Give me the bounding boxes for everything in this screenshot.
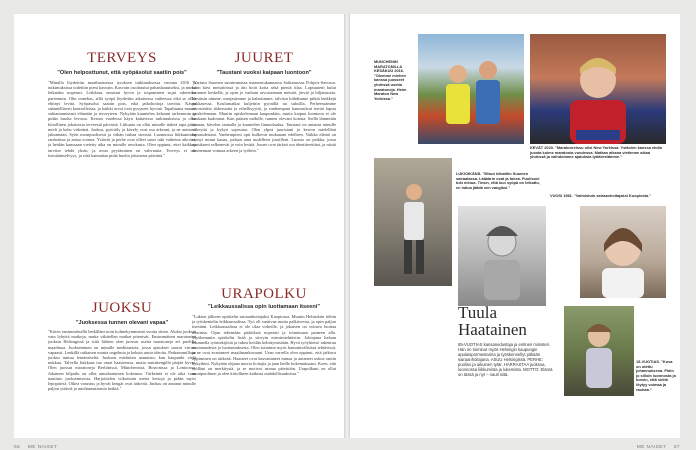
photo-munich-marathon-illustration [418, 34, 524, 144]
caption-teen: 15-VUOTIAS. "Kuva on otettu juhannuksena. Pidin jo silloin luonnosta ja tunsin, että sieltä löytyy voimaa ja rauhaa." [636, 360, 676, 392]
photo-lukio-illustration [458, 206, 546, 306]
photo-spring-illustration [530, 34, 666, 144]
photo-spring [530, 34, 666, 144]
profile-first-name: Tuula [458, 303, 498, 322]
photo-turku [374, 158, 452, 286]
section-body-urapolku: "Lukion jälkeen opiskelin sairaanhoitajaksi Kuopiossa. Muutin Helsinkiin töihin ja työskentelin leikkaussalissa. Työ oli vaativaa mutta palkitsevaa, ja opin paljon itsestäni. Leikkaussalissa ei ole tilaa virheille, ja jokaisen on voitava luottaa toisiinsa. Opin tekemään päätöksiä nopeasti ja toimimaan paineen alla. Myöhemmin opiskelin lisää ja siirryin esimiestehtäviin. Johtajana haluan kuunnella työntekijöitä ja tukea heidän kehittymistään. Hyvä työyhteisö rakentuu avoimuudesta ja luottamuksesta. Olen toiminut myös kansainvälisissä tehtävissä, ja ne ovat avartaneet maailmankuvaani. Uran varrella olen oppinut, että jatkuva oppiminen on tärkeää. Haasteet ovat kasvattaneet minua ja antaneet uskoa omiin kykyihini. Nykyään ohjaan nuoria hoitajia ja jaan heille kokemuksiani. Koen, että työlläni on merkitystä, ja se motivoi minua päivittäin. Urapolkuni on ollut monipuolinen ja olen kiitollinen kaikista mahdollisuuksista." [192, 314, 336, 377]
profile-last-name: Haatainen [458, 320, 527, 339]
brand-right: ME NAISET [636, 445, 667, 450]
right-page [350, 14, 680, 450]
caption-1981: VUOSI 1981. "Valmistuin sairaanhoitajaksi Kuopiosta." [550, 194, 651, 198]
section-body-terveys: "Minulla löydettiin maailmaisessa tyroksen tutkimuksessa vuonna 2016 ja tutkimuksissa todettiin pieni kasvain. Kasvain osoittautui pahanlaatuiseksi, ja minut leikattiin nopeasti. Leikkaus onnistui hyvin ja toipuminen sujui odotettua paremmin. Olin onnekas, sillä syöpä löydettiin aikaisessa vaiheessa eikä se ollut ehtinyt levitä. Syöpäsolut saatiin pois, eikä jatkohoitoja tarvittu. Kävin säännöllisesti kontrolleissa, ja kaikki arvot ovat pysyneet hyvinä. Tapahtuma muutti suhtautumistani elämään ja terveyteen. Nykyään kuuntelen kehoani tarkemmin ja pidän huolta levosta. Kerran vuodessa käyn kattavissa tutkimuksissa ja olen kiitollinen jokaisesta terveestä päivästä. Liikunta on ollut minulle tärkeä tapa pitää mieli ja keho virkeänä. Juoksu, pyöräily ja kävely ovat osa arkeani, ja ne auttavat jaksamaan. Syön monipuolisesti ja vältän turhaa stressiä. Luonnossa liikkuminen rauhoittaa ja antaa voimia. Ystävät ja perhe ovat olleet suuri tuki vaikeina aikoina, ja heidän kanssaan vietetty aika on minulle arvokasta. Olen oppinut, ettei kaikkea tarvitse tehdä yksin, ja avun pyytäminen on vahvuutta. Terveys ei ole itsestäänselvyys, ja siitä kannattaa pitää huolta jokaisena päivänä." [48, 80, 196, 158]
photo-teen [564, 306, 634, 396]
footer-left [14, 445, 57, 450]
caption-munich-marathon: MÜNCHENIN MARATONILLA KESÄKUU 2016. "Olemme miehen kanssa juosseet yhdessä useita maratoneja. Heim Maraton New Yorkissa." [374, 60, 407, 101]
photo-teen-illustration [564, 306, 634, 396]
caption-spring: KEVÄT 2020. "Maratonreissu olisi New Yorkissa. Ystävien kanssa ehdin juosta kolme maratonia vuodessa. Matkan aikana vietimme aikaa yhdessä ja vaihdoimme ajatuksia tyttärestämme." [530, 146, 663, 160]
photo-lukio [458, 206, 546, 306]
section-heading-juoksu: JUOKSU [91, 300, 153, 316]
photo-1981 [580, 206, 666, 298]
brand-left: ME NAISET [27, 445, 58, 450]
section-quote-urapolku: "Leikkaussalissa opin luottamaan itseeni" [208, 304, 320, 310]
photo-1981-illustration [580, 206, 666, 298]
photo-munich-marathon [418, 34, 524, 144]
section-body-juuret: "Vartuin Suomen suurimmassa maaseutukunnassa Sotkamossa Pohjois-Savossa. Isäni kävi metsätöissä ja äiti hoiti kotia sekä pientä tilaa. Lapsuuteni kului luonnon keskellä, ja opin jo varhain arvostamaan metsää, järviä ja hiljaisuutta. Kesäisin uimme, marjastimme ja kalastimme, talvisin hiihdimme pitkiä lenkkejä pakkasessa. Koulumatkat kuljettiin pyörällä tai suksilla. Perheessämme arvostettiin ahkeruutta ja rehellisyyttä, ja vanhempani kannustivat meitä lapsia opiskelemaan. Muutin opiskelemaan kaupunkiin, mutta kaipuu luontoon ei ole koskaan kadonnut. Kun pääsen mökille, tunnen olevani kotona. Siellä lämmitän saunan, kävelen rannalla ja kuuntelen linnunlaulua. Taustani on antanut minulle sitkeyttä ja kykyä sopeutua. Olen ylpeä juuristani ja kerron mielelläni lapsuudestani. Vanhempieni opit kulkevat mukanani edelleen. Vaikka elämä on vienyt minut kauas, palaan aina uudelleen juurilleni. Luonto on paikka, jossa ajatukseni selkenevät ja voin levätä. Juuret ovat tärkeä osa identiteettiäni, ja niistä ammennan voimaa arkeen ja työhön." [192, 80, 336, 153]
section-heading-urapolku: URAPOLKU [221, 286, 307, 302]
left-page [14, 14, 344, 450]
page-number-right: 67 [673, 445, 680, 450]
caption-lukio: LUKIOIKÄNÄ. "Minut leikattiin Suomen sairaalassa. Lääkärin ovat ja tukea. Puolisoni tuki minua. Tiesin, että kun syöpä on leikattu, en halua jäädä sen vangiksi." [456, 172, 540, 190]
footer-right [637, 445, 680, 450]
section-quote-juoksu: "Juoksessa tunnen olevani vapaa" [75, 320, 169, 326]
section-quote-terveys: "Olen helposttunut, että syöpäsolut saatiin pois" [57, 70, 187, 76]
page-number-left: 66 [14, 445, 21, 450]
profile-bio: 65-VUOTIAS kansanedustaja ja entinen ministeri. Hän on toiminut myös Helsingin kaupungin apulaispormestarina ja työskennellyt pitkään sairaanhoitajana. ASUU Helsingissä. PERHE: puoliso ja aikuinen tytär. HARRASTAA juoksua, luonnossa liikkumista ja lukemista. MOTTO: Elämä on tässä ja nyt – nauti siitä. [458, 342, 553, 377]
section-heading-terveys: TERVEYS [87, 50, 157, 66]
section-quote-juuret: "Taustani vuoksi kaipaan luontoon" [216, 70, 312, 76]
section-heading-juuret: JUURET [234, 50, 294, 66]
caption-turku [374, 290, 454, 320]
section-body-juoksu: "Kävin ensimmäisellä lenkilläni noin kolmekymmentä vuotta sitten. Aluksi juoksin vain lyhyitä matkoja, mutta vähitellen matkat pitenivät. Ensimmäisen maratonini juoksin Helsingissä ja siitä lähtien olen juossut useita maratoneja eri puolilla maailmaa. Juokseminen on minulle meditaatiota, jossa ajatukset saavat virrata vapaasti. Lenkillä ratkaisen monia ongelmia ja keksin uusia ideoita. Parhaimmillaan juoksu tuntuu lentämiseltä. Juoksen mieluiten aamuisin, kun kaupunki vielä nukkuu. Talvella liukkaus tuo omat haasteensa, mutta nastakengillä pärjää hyvin. Olen juossut maratoneja Berliinissä, Münchenissä, Bostonissa ja Lontoossa. Jokainen kilpailu on ollut ainutlaatuinen kokemus. Tärkeintä ei ole aika vaan nautinto juoksemisesta. Harjoittelen viikoittain useita kertoja ja pidän myös lepopäiviä. Oikea varustus ja hyvät kengät ovat tärkeitä. Juoksu on antanut minulle paljon ystäviä ja unohtumattomia hetkiä." [48, 329, 196, 392]
photo-turku-illustration [374, 158, 452, 286]
